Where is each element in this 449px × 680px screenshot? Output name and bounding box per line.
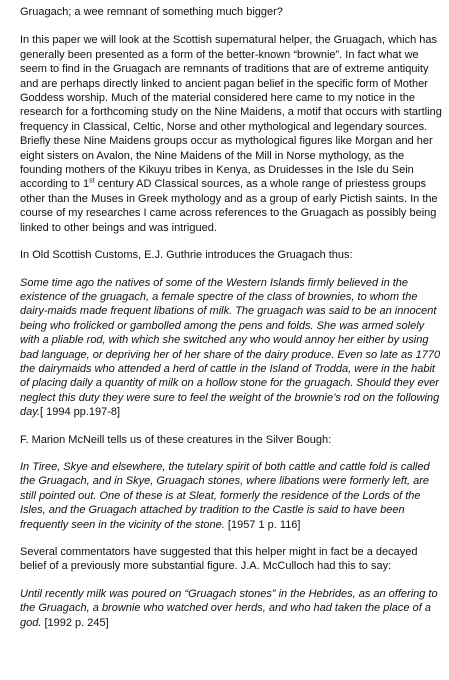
mcneill-citation: [1957 1 p. 116]	[224, 518, 301, 531]
guthrie-citation: [ 1994 pp.197-8]	[39, 406, 121, 419]
guthrie-intro: In Old Scottish Customs, E.J. Guthrie introduces the Gruagach thus:	[20, 249, 353, 262]
mcneill-quote: In Tiree, Skye and elsewhere, the tutelary spirit of both cattle and cattle fold is called the Gruagach, and in Skye, Gruagach stones, where libations were formerly left, are still pointed out. One of these is at Sleat, formerly the residence of the Lords of the Isles, and the Gruagach attached by tradition to the Castle is said to have been frequently seen in the vicinity of the stone.	[20, 460, 430, 531]
guthrie-quote-block	[20, 276, 445, 420]
intro-paragraph	[20, 33, 445, 235]
intro-text-end: century AD Classical sources, as a whole range of priestess groups other than the Muses in Greek mythology and as a group of early Pictish saints. In the course of my researches I came across references to the Gruagach as possibly being linked to other beings and was intrigued.	[20, 178, 438, 234]
document-title: Gruagach; a wee remnant of something much bigger?	[20, 6, 283, 18]
mcculloch-citation: [1992 p. 245]	[41, 616, 109, 629]
guthrie-quote: Some time ago the natives of some of the Western Islands firmly believed in the existence of the gruagach, a female spectre of the class of brownies, to whom the dairy-maids made frequent libations of milk. The gruagach was said to be an innocent being who frolicked or gambolled among the pens and folds. She was armed solely with a pliable rod, with which she switched any who would annoy her either by using bad language, or depriving her of her share of the dairy produce. Even so late as 1770 the dairymaids who attended a herd of cattle in the Island of Trodda, were in the habit of placing daily a quantity of milk on a hollow stone for the gruagach. Should they ever neglect this duty they were sure to feel the weight of the brownie’s rod on the following day.	[20, 276, 441, 419]
mcculloch-quote-block	[20, 587, 445, 630]
mcculloch-quote: Until recently milk was poured on “Gruagach stones” in the Hebrides, as an offering to the Gruagach, a brownie who watched over herds, and who had taken the place of a god.	[20, 587, 438, 629]
mcneill-intro: F. Marion McNeill tells us of these creatures in the Silver Bough:	[20, 433, 332, 446]
mcneill-quote-block	[20, 460, 445, 532]
commentators-paragraph: Several commentators have suggested that this helper might in fact be a decayed belief of a previously more substantial figure. J.A. McCulloch had this to say:	[20, 546, 418, 573]
ordinal-superscript: st	[89, 177, 95, 185]
intro-text: In this paper we will look at the Scottish supernatural helper, the Gruagach, which has generally been presented as a form of the better-known “brownie”. In fact what we seem to find in the Gruagach are remnants of traditions that are of extreme antiquity and are perhaps directly linked to ancient pagan belief in the specific form of Mother Goddess worship. Much of the material considered here came to my notice in the research for a forthcoming study on the Nine Maidens, a motif that occurs with startling frequency in Classical, Celtic, Norse and other mythological and legendary sources. Briefly these Nine Maidens groups occur as mythological figures like Morgan and her eight sisters on Avalon, the Nine Maidens of the Mill in Norse mythology, as the founding mothers of the Kikuyu tribes in Kenya, as Druidesses in the Isle du Sein according to 1	[20, 34, 442, 191]
